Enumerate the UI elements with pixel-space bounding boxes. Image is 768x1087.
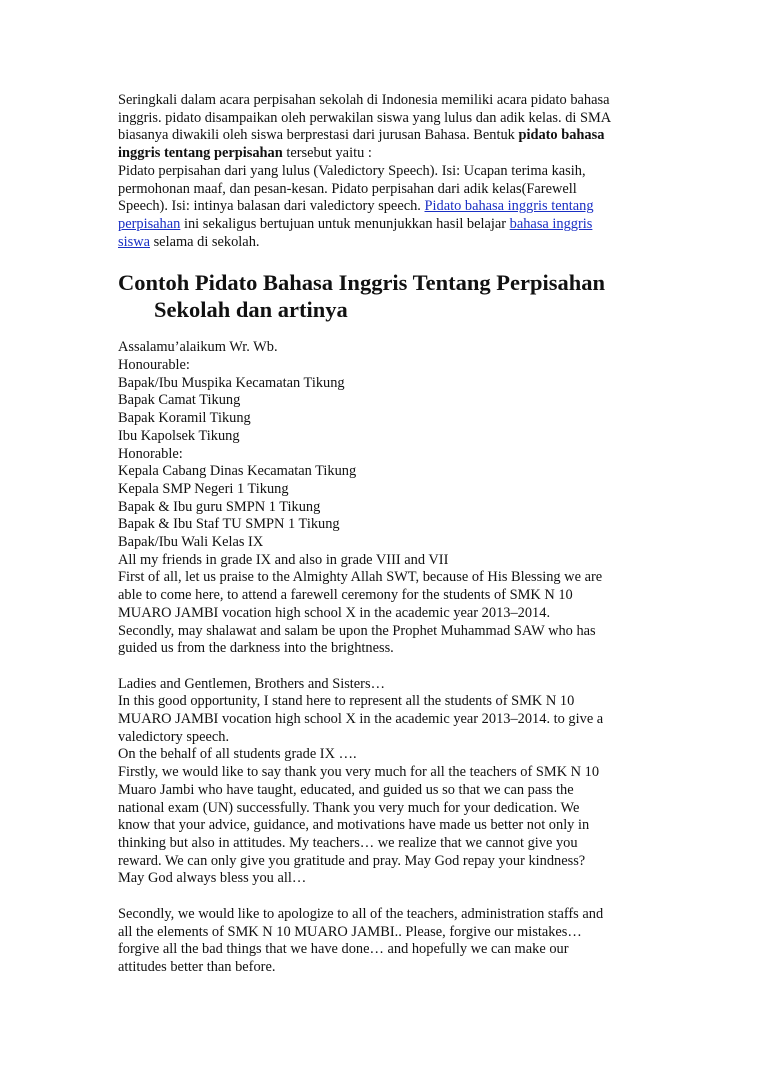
intro-text: tersebut yaitu :	[282, 145, 372, 162]
text-line: attitudes better than before.	[118, 958, 276, 975]
apology-paragraph	[118, 906, 648, 977]
intro-text: Speech). Isi: intinya balasan dari valedictory speech.	[118, 198, 425, 215]
text-line: valedictory speech.	[118, 728, 230, 745]
text-line: reward. We can only give you gratitude and pray. May God repay your kindness?	[118, 852, 586, 869]
intro-text: ini sekaligus bertujuan untuk menunjukkan hasil belajar	[180, 215, 510, 232]
text-line: Ibu Kapolsek Tikung	[118, 427, 240, 444]
intro-text: biasanya diwakili oleh siswa berprestasi dari jurusan Bahasa. Bentuk	[118, 127, 519, 144]
intro-paragraph	[118, 92, 648, 251]
text-line: MUARO JAMBI vocation high school X in the academic year 2013–2014. to give a	[118, 711, 604, 728]
intro-line: permohonan maaf, dan pesan-kesan. Pidato perpisahan dari adik kelas(Farewell	[118, 180, 577, 197]
text-line: guided us from the darkness into the brightness.	[118, 640, 394, 657]
text-line: forgive all the bad things that we have done… and hopefully we can make our	[118, 941, 569, 958]
text-line: Kepala SMP Negeri 1 Tikung	[118, 480, 289, 497]
bahasa-inggris-link[interactable]: bahasa inggris	[509, 215, 593, 232]
text-line: Honorable:	[118, 445, 183, 462]
intro-line: Seringkali dalam acara perpisahan sekolah di Indonesia memiliki acara pidato bahasa	[118, 92, 610, 108]
bold-phrase: pidato bahasa	[518, 127, 605, 144]
text-line: Bapak/Ibu Wali Kelas IX	[118, 534, 264, 551]
paragraph-gap	[118, 658, 648, 676]
text-line: all the elements of SMK N 10 MUARO JAMBI.. Please, forgive our mistakes…	[118, 923, 582, 940]
text-line: Bapak Koramil Tikung	[118, 410, 251, 427]
pidato-link[interactable]: perpisahan	[118, 215, 181, 232]
speech-paragraph	[118, 676, 648, 888]
text-line: Bapak & Ibu Staf TU SMPN 1 Tikung	[118, 516, 340, 533]
text-line: On the behalf of all students grade IX ….	[118, 746, 357, 763]
text-line: Assalamu’alaikum Wr. Wb.	[118, 339, 278, 356]
document-page	[118, 92, 648, 977]
intro-line: Pidato perpisahan dari yang lulus (Valedictory Speech). Isi: Ucapan terima kasih,	[118, 162, 586, 179]
text-line: know that your advice, guidance, and motivations have made us better not only in	[118, 817, 590, 834]
intro-line	[118, 216, 648, 234]
intro-line	[118, 127, 648, 145]
intro-text: selama di sekolah.	[149, 233, 260, 250]
salutation-paragraph	[118, 339, 648, 658]
heading-line: Contoh Pidato Bahasa Inggris Tentang Perpisahan	[118, 270, 605, 296]
text-line: Bapak & Ibu guru SMPN 1 Tikung	[118, 498, 321, 515]
intro-line	[118, 198, 648, 216]
text-line: Kepala Cabang Dinas Kecamatan Tikung	[118, 463, 357, 480]
intro-line: inggris. pidato disampaikan oleh perwakilan siswa yang lulus dan adik kelas. di SMA	[118, 109, 612, 126]
text-line: MUARO JAMBI vocation high school X in the academic year 2013–2014.	[118, 604, 551, 621]
text-line: In this good opportunity, I stand here to represent all the students of SMK N 10	[118, 693, 575, 710]
text-line: May God always bless you all…	[118, 870, 307, 887]
text-line: Honourable:	[118, 357, 190, 374]
text-line: Firstly, we would like to say thank you very much for all the teachers of SMK N 10	[118, 764, 600, 781]
text-line: Secondly, may shalawat and salam be upon the Prophet Muhammad SAW who has	[118, 622, 596, 639]
text-line: Muaro Jambi who have taught, educated, and guided us so that we can pass the	[118, 781, 574, 798]
text-line: All my friends in grade IX and also in grade VIII and VII	[118, 551, 449, 568]
text-line: able to come here, to attend a farewell ceremony for the students of SMK N 10	[118, 587, 573, 604]
text-line: First of all, let us praise to the Almighty Allah SWT, because of His Blessing we are	[118, 569, 603, 586]
heading-line: Sekolah dan artinya	[154, 297, 348, 323]
section-heading	[118, 269, 648, 323]
paragraph-gap	[118, 888, 648, 906]
text-line: Secondly, we would like to apologize to all of the teachers, administration staffs and	[118, 905, 604, 922]
text-line: Bapak/Ibu Muspika Kecamatan Tikung	[118, 374, 345, 391]
pidato-link[interactable]: Pidato bahasa inggris tentang	[424, 198, 594, 215]
text-line: national exam (UN) successfully. Thank you very much for your dedication. We	[118, 799, 580, 816]
bold-phrase: inggris tentang perpisahan	[118, 145, 283, 162]
intro-line	[118, 234, 648, 252]
intro-line	[118, 145, 648, 163]
text-line: thinking but also in attitudes. My teachers… we realize that we cannot give you	[118, 835, 578, 851]
bahasa-inggris-link[interactable]: siswa	[118, 233, 150, 250]
text-line: Bapak Camat Tikung	[118, 392, 241, 409]
text-line: Ladies and Gentlemen, Brothers and Sisters…	[118, 675, 385, 692]
